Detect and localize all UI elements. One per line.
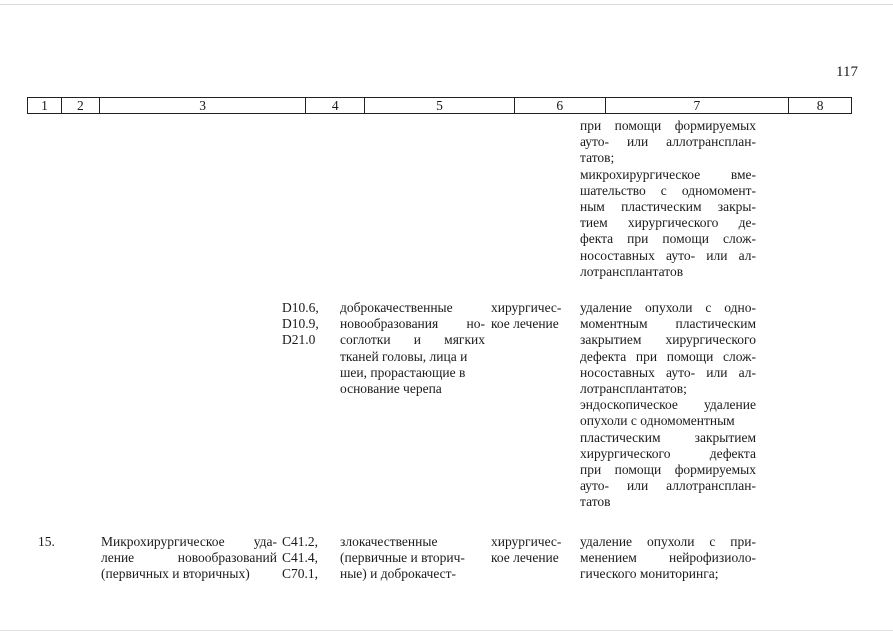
icd-code: C41.4, bbox=[282, 550, 319, 566]
text-line: кое лечение bbox=[491, 316, 559, 332]
header-col-6: 6 bbox=[515, 98, 606, 113]
text-line: хирургичес- bbox=[491, 300, 562, 315]
icd-code: C41.2, bbox=[282, 534, 319, 549]
text-line: хирургического дефекта bbox=[580, 445, 756, 461]
text-line: пластическим закрытием bbox=[580, 429, 756, 445]
text-line: менением нейрофизиоло- bbox=[580, 550, 756, 566]
text-line: тием хирургического де- bbox=[580, 215, 756, 231]
text-line: новообразования но- bbox=[340, 316, 485, 332]
text-line: гического мониторинга; bbox=[580, 566, 719, 582]
text-line: микрохирургическое вме- bbox=[580, 166, 756, 182]
text-line: доброкачественные bbox=[340, 300, 453, 315]
row-number: 15. bbox=[38, 534, 55, 549]
header-col-2: 2 bbox=[62, 98, 100, 113]
header-col-3: 3 bbox=[100, 98, 307, 113]
text-line: ным пластическим закры- bbox=[580, 199, 756, 215]
text-line: опухоли с одномоментным bbox=[580, 413, 735, 429]
text-line: шеи, прорастающие в bbox=[340, 364, 466, 380]
page-number: 117 bbox=[836, 64, 858, 80]
text-line: Микрохирургическое уда- bbox=[101, 534, 277, 549]
text-line: носоставных ауто- или ал- bbox=[580, 364, 756, 380]
text-line: носоставных ауто- или ал- bbox=[580, 247, 756, 263]
text-line: татов bbox=[580, 494, 611, 510]
block-c-methods bbox=[580, 534, 756, 583]
header-col-7: 7 bbox=[606, 98, 790, 113]
icd-code: D21.0 bbox=[282, 332, 316, 348]
block-c-name bbox=[101, 534, 277, 583]
header-col-1: 1 bbox=[28, 98, 62, 113]
scan-edge-bottom bbox=[0, 630, 893, 631]
block-c-model bbox=[340, 534, 485, 583]
text-line: (первичные и вторич- bbox=[340, 550, 465, 566]
block-b-methods bbox=[580, 300, 756, 511]
block-b-treatment bbox=[491, 300, 571, 332]
text-line: закрытием хирургического bbox=[580, 332, 756, 348]
text-line: лотрансплантатов bbox=[580, 263, 684, 279]
block-c-codes bbox=[282, 534, 334, 583]
text-line: при помощи формируемых bbox=[580, 462, 756, 478]
methods-continued bbox=[580, 118, 756, 280]
header-col-4: 4 bbox=[306, 98, 365, 113]
text-line: соглотки и мягких bbox=[340, 332, 485, 348]
text-line: удаление опухоли с при- bbox=[580, 534, 756, 549]
scan-edge-top bbox=[0, 4, 893, 5]
table-header-row bbox=[27, 97, 852, 114]
icd-code: C70.1, bbox=[282, 566, 319, 582]
header-col-5: 5 bbox=[365, 98, 515, 113]
text-line: моментным пластическим bbox=[580, 316, 756, 332]
text-line: хирургичес- bbox=[491, 534, 562, 549]
text-line: ление новообразований bbox=[101, 550, 277, 566]
text-line: кое лечение bbox=[491, 550, 559, 566]
text-line: ауто- или аллотрансплан- bbox=[580, 478, 756, 494]
icd-code: D10.9, bbox=[282, 316, 319, 332]
text-line: лотрансплантатов; bbox=[580, 381, 687, 397]
icd-code: D10.6, bbox=[282, 300, 319, 315]
text-line: (первичных и вторичных) bbox=[101, 566, 250, 582]
block-c-treatment bbox=[491, 534, 571, 566]
text-line: эндоскопическое удаление bbox=[580, 397, 756, 413]
text-line: удаление опухоли с одно- bbox=[580, 300, 756, 315]
text-line: фекта при помощи слож- bbox=[580, 231, 756, 247]
text-line: ные) и доброкачест- bbox=[340, 566, 457, 582]
text-line: дефекта при помощи слож- bbox=[580, 348, 756, 364]
header-col-8: 8 bbox=[816, 98, 824, 113]
text-line: при помощи формируемых bbox=[580, 118, 756, 133]
text-line: тканей головы, лица и bbox=[340, 348, 468, 364]
text-line: злокачественные bbox=[340, 534, 438, 549]
block-b-codes bbox=[282, 300, 334, 349]
text-line: основание черепа bbox=[340, 381, 442, 397]
text-line: татов; bbox=[580, 150, 615, 166]
text-line: ауто- или аллотрансплан- bbox=[580, 134, 756, 150]
text-line: шательство с одномомент- bbox=[580, 182, 756, 198]
block-b-model bbox=[340, 300, 485, 397]
